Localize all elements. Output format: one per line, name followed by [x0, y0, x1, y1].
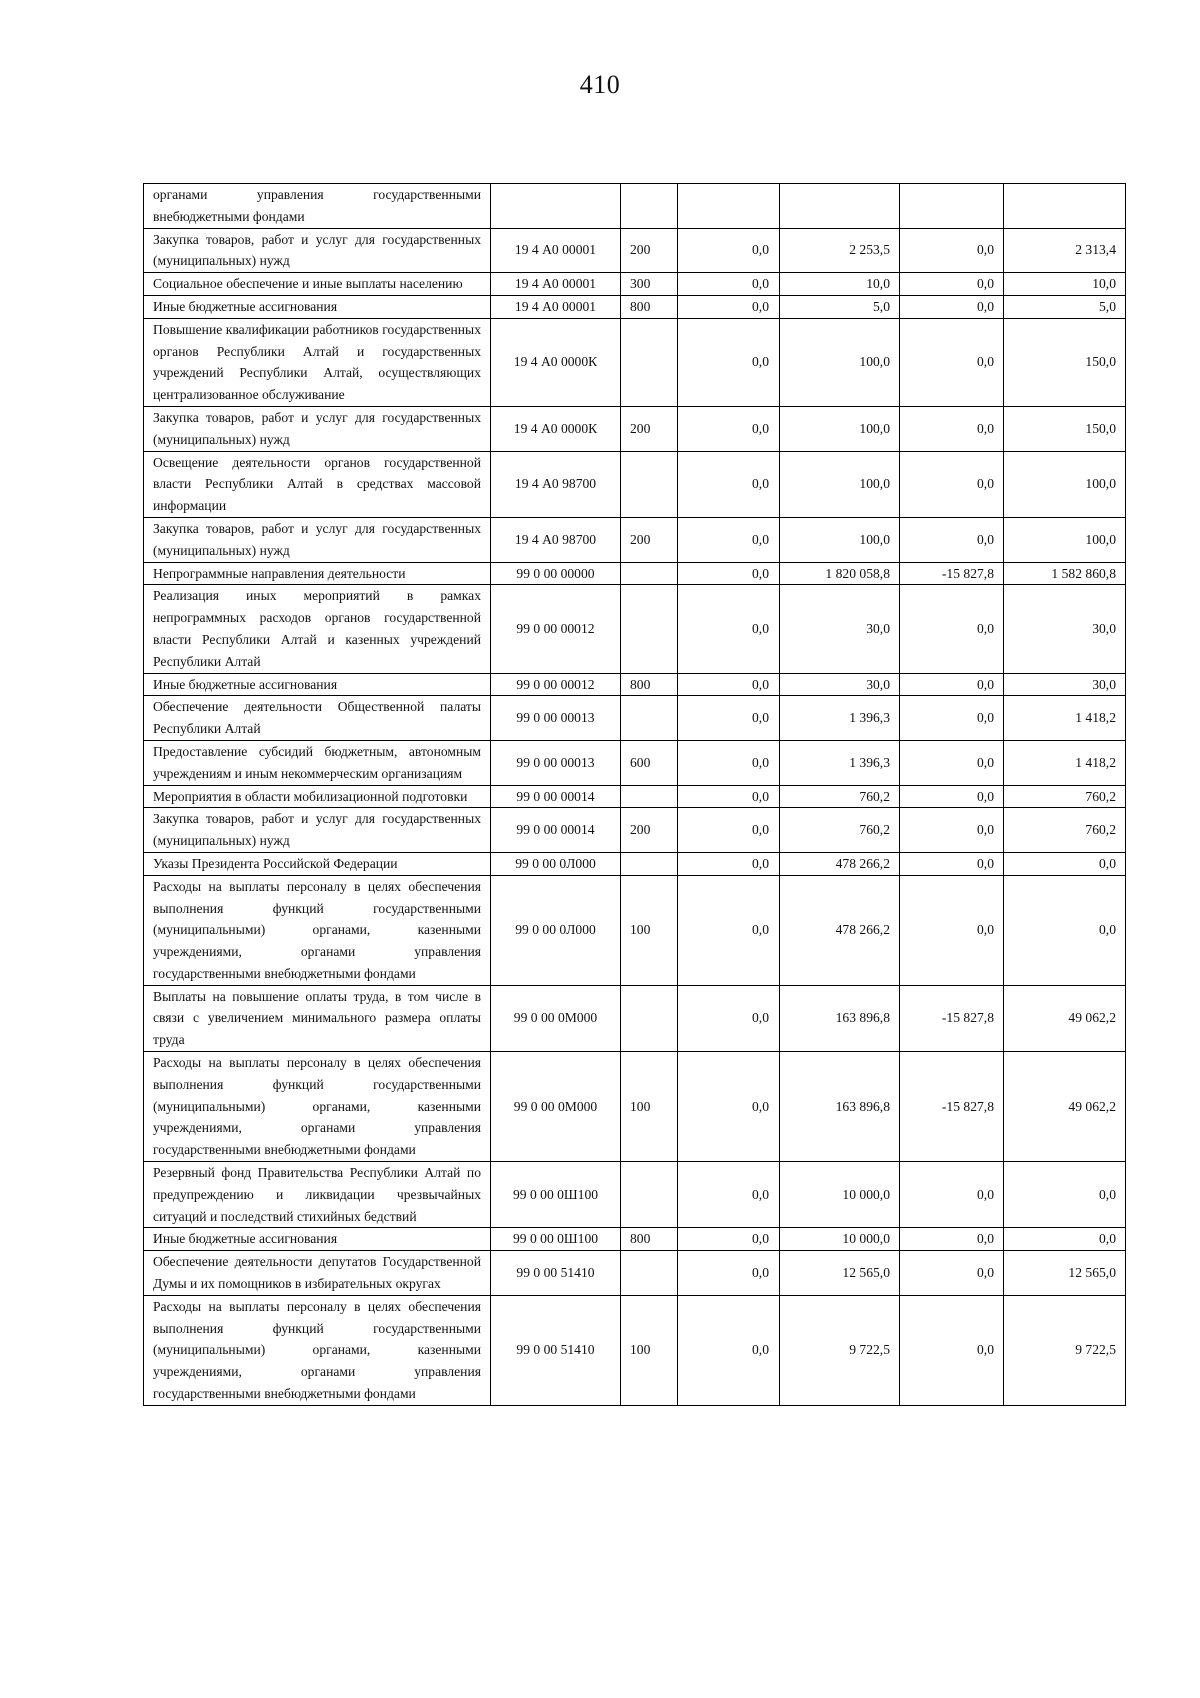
table-row: [144, 318, 1126, 406]
amount-cell-1: 0,0: [678, 673, 780, 696]
table-row: [144, 852, 1126, 875]
amount-cell-1: 0,0: [678, 1295, 780, 1405]
expense-type-cell: 200: [621, 228, 678, 273]
target-article-code-cell: 99 0 00 00012: [491, 585, 621, 673]
amount-cell-1: 0,0: [678, 696, 780, 741]
amount-cell-4: 10,0: [1004, 273, 1126, 296]
target-article-code-cell: 99 0 00 00012: [491, 673, 621, 696]
target-article-code-cell: 19 4 А0 00001: [491, 228, 621, 273]
target-article-code-cell: 99 0 00 00013: [491, 740, 621, 785]
expense-name-cell: Непрограммные направления деятельности: [144, 562, 491, 585]
target-article-code-cell: 19 4 А0 98700: [491, 451, 621, 517]
expense-name-cell: Социальное обеспечение и иные выплаты населению: [144, 273, 491, 296]
expense-name-cell: Расходы на выплаты персоналу в целях обеспечения выполнения функций государственными (муниципальными) органами, казенными учреждениями, органами управления государственными внебюджетными фондами: [144, 1052, 491, 1162]
table-row: [144, 875, 1126, 985]
amount-cell-3: 0,0: [900, 696, 1004, 741]
table-row: [144, 740, 1126, 785]
amount-cell-2: 10 000,0: [780, 1228, 900, 1251]
amount-cell-1: 0,0: [678, 1052, 780, 1162]
amount-cell-1: 0,0: [678, 562, 780, 585]
amount-cell-2: 10 000,0: [780, 1162, 900, 1228]
amount-cell-1: 0,0: [678, 852, 780, 875]
amount-cell-3: 0,0: [900, 1162, 1004, 1228]
table-row: [144, 1251, 1126, 1296]
amount-cell-3: 0,0: [900, 875, 1004, 985]
target-article-code-cell: 99 0 00 0Л000: [491, 875, 621, 985]
expense-name-cell: Обеспечение деятельности депутатов Государственной Думы и их помощников в избирательных округах: [144, 1251, 491, 1296]
target-article-code-cell: 99 0 00 0Ш100: [491, 1162, 621, 1228]
expense-type-cell: 100: [621, 875, 678, 985]
amount-cell-4: 49 062,2: [1004, 985, 1126, 1051]
amount-cell-3: 0,0: [900, 585, 1004, 673]
amount-cell-1: 0,0: [678, 1162, 780, 1228]
amount-cell-1: 0,0: [678, 740, 780, 785]
target-article-code-cell: 99 0 00 0М000: [491, 985, 621, 1051]
amount-cell-4: [1004, 184, 1126, 229]
expense-type-cell: 800: [621, 295, 678, 318]
target-article-code-cell: 99 0 00 00000: [491, 562, 621, 585]
expense-name-cell: Закупка товаров, работ и услуг для государственных (муниципальных) нужд: [144, 228, 491, 273]
table-row: [144, 1228, 1126, 1251]
amount-cell-2: 478 266,2: [780, 875, 900, 985]
amount-cell-2: 1 820 058,8: [780, 562, 900, 585]
amount-cell-1: 0,0: [678, 318, 780, 406]
amount-cell-3: 0,0: [900, 451, 1004, 517]
table-row: [144, 1162, 1126, 1228]
table-row: [144, 406, 1126, 451]
page-number: 410: [579, 70, 621, 99]
amount-cell-2: [780, 184, 900, 229]
amount-cell-2: 30,0: [780, 585, 900, 673]
expense-name-cell: Закупка товаров, работ и услуг для государственных (муниципальных) нужд: [144, 808, 491, 853]
target-article-code-cell: 99 0 00 0Ш100: [491, 1228, 621, 1251]
expense-name-cell: Иные бюджетные ассигнования: [144, 295, 491, 318]
expense-type-cell: [621, 696, 678, 741]
expense-name-cell: Закупка товаров, работ и услуг для государственных (муниципальных) нужд: [144, 406, 491, 451]
target-article-code-cell: 99 0 00 51410: [491, 1295, 621, 1405]
expense-name-cell: Выплаты на повышение оплаты труда, в том числе в связи с увеличением минимального размера оплаты труда: [144, 985, 491, 1051]
amount-cell-2: 1 396,3: [780, 740, 900, 785]
expense-type-cell: [621, 785, 678, 808]
expense-name-cell: Расходы на выплаты персоналу в целях обеспечения выполнения функций государственными (муниципальными) органами, казенными учреждениями, органами управления государственными внебюджетными фондами: [144, 1295, 491, 1405]
amount-cell-2: 478 266,2: [780, 852, 900, 875]
expense-type-cell: 600: [621, 740, 678, 785]
amount-cell-1: 0,0: [678, 985, 780, 1051]
amount-cell-2: 1 396,3: [780, 696, 900, 741]
target-article-code-cell: 99 0 00 0Л000: [491, 852, 621, 875]
target-article-code-cell: 19 4 А0 0000К: [491, 406, 621, 451]
amount-cell-1: 0,0: [678, 273, 780, 296]
amount-cell-4: 0,0: [1004, 852, 1126, 875]
amount-cell-2: 12 565,0: [780, 1251, 900, 1296]
expense-name-cell: Указы Президента Российской Федерации: [144, 852, 491, 875]
amount-cell-3: 0,0: [900, 1295, 1004, 1405]
amount-cell-4: 1 582 860,8: [1004, 562, 1126, 585]
amount-cell-4: 760,2: [1004, 785, 1126, 808]
target-article-code-cell: 19 4 А0 98700: [491, 517, 621, 562]
expense-type-cell: [621, 318, 678, 406]
amount-cell-4: 150,0: [1004, 406, 1126, 451]
table-row: [144, 562, 1126, 585]
amount-cell-4: 1 418,2: [1004, 696, 1126, 741]
expense-type-cell: 800: [621, 673, 678, 696]
amount-cell-3: 0,0: [900, 295, 1004, 318]
amount-cell-2: 9 722,5: [780, 1295, 900, 1405]
amount-cell-4: 0,0: [1004, 1228, 1126, 1251]
table-row: [144, 673, 1126, 696]
expense-type-cell: 100: [621, 1295, 678, 1405]
amount-cell-2: 163 896,8: [780, 1052, 900, 1162]
table-row: [144, 1052, 1126, 1162]
amount-cell-4: 0,0: [1004, 875, 1126, 985]
amount-cell-3: 0,0: [900, 852, 1004, 875]
amount-cell-1: [678, 184, 780, 229]
expense-type-cell: [621, 562, 678, 585]
amount-cell-4: 9 722,5: [1004, 1295, 1126, 1405]
amount-cell-3: 0,0: [900, 785, 1004, 808]
expense-type-cell: [621, 184, 678, 229]
expense-name-cell: Резервный фонд Правительства Республики Алтай по предупреждению и ликвидации чрезвычайных ситуаций и последствий стихийных бедствий: [144, 1162, 491, 1228]
budget-table: [143, 183, 1126, 1406]
amount-cell-4: 100,0: [1004, 451, 1126, 517]
amount-cell-3: 0,0: [900, 517, 1004, 562]
expense-type-cell: 200: [621, 517, 678, 562]
expense-name-cell: Мероприятия в области мобилизационной подготовки: [144, 785, 491, 808]
amount-cell-1: 0,0: [678, 406, 780, 451]
amount-cell-1: 0,0: [678, 1251, 780, 1296]
expense-type-cell: [621, 1162, 678, 1228]
expense-name-cell: органами управления государственными внебюджетными фондами: [144, 184, 491, 229]
table-row: [144, 696, 1126, 741]
expense-type-cell: 100: [621, 1052, 678, 1162]
amount-cell-1: 0,0: [678, 295, 780, 318]
amount-cell-2: 100,0: [780, 406, 900, 451]
target-article-code-cell: 19 4 А0 0000К: [491, 318, 621, 406]
expense-type-cell: 300: [621, 273, 678, 296]
amount-cell-4: 150,0: [1004, 318, 1126, 406]
expense-type-cell: [621, 985, 678, 1051]
amount-cell-2: 760,2: [780, 808, 900, 853]
amount-cell-2: 100,0: [780, 318, 900, 406]
table-row: [144, 985, 1126, 1051]
amount-cell-4: 49 062,2: [1004, 1052, 1126, 1162]
amount-cell-3: 0,0: [900, 318, 1004, 406]
table-row: [144, 808, 1126, 853]
expense-name-cell: Обеспечение деятельности Общественной палаты Республики Алтай: [144, 696, 491, 741]
expense-name-cell: Иные бюджетные ассигнования: [144, 1228, 491, 1251]
amount-cell-2: 30,0: [780, 673, 900, 696]
amount-cell-1: 0,0: [678, 228, 780, 273]
amount-cell-2: 760,2: [780, 785, 900, 808]
amount-cell-1: 0,0: [678, 517, 780, 562]
amount-cell-3: -15 827,8: [900, 985, 1004, 1051]
table-row: [144, 295, 1126, 318]
amount-cell-3: 0,0: [900, 228, 1004, 273]
amount-cell-3: 0,0: [900, 273, 1004, 296]
target-article-code-cell: 99 0 00 00014: [491, 808, 621, 853]
expense-type-cell: [621, 852, 678, 875]
amount-cell-3: 0,0: [900, 808, 1004, 853]
amount-cell-2: 163 896,8: [780, 985, 900, 1051]
amount-cell-1: 0,0: [678, 875, 780, 985]
expense-type-cell: [621, 585, 678, 673]
expense-name-cell: Освещение деятельности органов государственной власти Республики Алтай в средствах массовой информации: [144, 451, 491, 517]
amount-cell-2: 2 253,5: [780, 228, 900, 273]
table-row: [144, 585, 1126, 673]
table-row: [144, 451, 1126, 517]
target-article-code-cell: 99 0 00 00014: [491, 785, 621, 808]
expense-name-cell: Реализация иных мероприятий в рамках непрограммных расходов органов государственной власти Республики Алтай и казенных учреждений Республики Алтай: [144, 585, 491, 673]
expense-name-cell: Расходы на выплаты персоналу в целях обеспечения выполнения функций государственными (муниципальными) органами, казенными учреждениями, органами управления государственными внебюджетными фондами: [144, 875, 491, 985]
amount-cell-2: 5,0: [780, 295, 900, 318]
expense-type-cell: 800: [621, 1228, 678, 1251]
amount-cell-3: 0,0: [900, 740, 1004, 785]
expense-type-cell: [621, 1251, 678, 1296]
expense-type-cell: 200: [621, 808, 678, 853]
amount-cell-4: 5,0: [1004, 295, 1126, 318]
target-article-code-cell: 19 4 А0 00001: [491, 295, 621, 318]
table-row: [144, 184, 1126, 229]
amount-cell-4: 30,0: [1004, 585, 1126, 673]
budget-table-body: [144, 184, 1126, 1406]
expense-name-cell: Иные бюджетные ассигнования: [144, 673, 491, 696]
amount-cell-4: 2 313,4: [1004, 228, 1126, 273]
expense-type-cell: 200: [621, 406, 678, 451]
amount-cell-4: 0,0: [1004, 1162, 1126, 1228]
amount-cell-3: 0,0: [900, 1228, 1004, 1251]
amount-cell-3: -15 827,8: [900, 562, 1004, 585]
amount-cell-2: 100,0: [780, 517, 900, 562]
target-article-code-cell: 99 0 00 51410: [491, 1251, 621, 1296]
amount-cell-1: 0,0: [678, 451, 780, 517]
amount-cell-4: 12 565,0: [1004, 1251, 1126, 1296]
amount-cell-1: 0,0: [678, 785, 780, 808]
target-article-code-cell: 19 4 А0 00001: [491, 273, 621, 296]
table-row: [144, 785, 1126, 808]
expense-name-cell: Повышение квалификации работников государственных органов Республики Алтай и государственных учреждений Республики Алтай, осуществляющих централизованное обслуживание: [144, 318, 491, 406]
amount-cell-4: 1 418,2: [1004, 740, 1126, 785]
amount-cell-2: 100,0: [780, 451, 900, 517]
expense-type-cell: [621, 451, 678, 517]
amount-cell-3: -15 827,8: [900, 1052, 1004, 1162]
expense-name-cell: Закупка товаров, работ и услуг для государственных (муниципальных) нужд: [144, 517, 491, 562]
amount-cell-3: [900, 184, 1004, 229]
amount-cell-3: 0,0: [900, 1251, 1004, 1296]
amount-cell-1: 0,0: [678, 1228, 780, 1251]
amount-cell-3: 0,0: [900, 673, 1004, 696]
table-row: [144, 1295, 1126, 1405]
expense-name-cell: Предоставление субсидий бюджетным, автономным учреждениям и иным некоммерческим организациям: [144, 740, 491, 785]
amount-cell-4: 760,2: [1004, 808, 1126, 853]
amount-cell-4: 100,0: [1004, 517, 1126, 562]
table-row: [144, 517, 1126, 562]
table-row: [144, 273, 1126, 296]
target-article-code-cell: 99 0 00 00013: [491, 696, 621, 741]
amount-cell-4: 30,0: [1004, 673, 1126, 696]
amount-cell-2: 10,0: [780, 273, 900, 296]
table-row: [144, 228, 1126, 273]
amount-cell-3: 0,0: [900, 406, 1004, 451]
amount-cell-1: 0,0: [678, 585, 780, 673]
target-article-code-cell: [491, 184, 621, 229]
target-article-code-cell: 99 0 00 0М000: [491, 1052, 621, 1162]
amount-cell-1: 0,0: [678, 808, 780, 853]
